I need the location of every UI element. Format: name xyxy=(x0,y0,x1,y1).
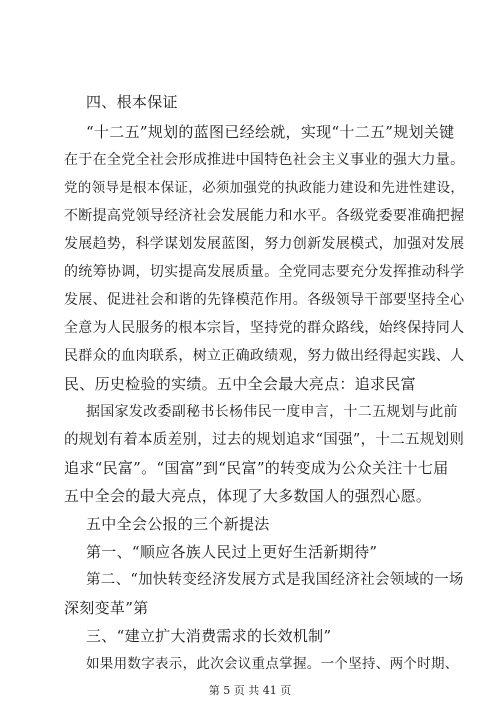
list-item: 第二、“加快转变经济发展方式是我国经济社会领域的一场 xyxy=(86,572,464,588)
paragraph-line: 民群众的血肉联系，树立正确政绩观，努力做出经得起实践、人 xyxy=(64,348,465,364)
paragraph-line: 民、历史检验的实绩。五中全会最大亮点：追求民富 xyxy=(64,375,416,393)
paragraph-line: 不断提高党领导经济社会发展能力和水平。各级党委要准确把握 xyxy=(64,208,465,224)
section-heading: 五中全会公报的三个新提法 xyxy=(86,515,270,533)
paragraph-line: 的统筹协调，切实提高发展质量。全党同志要充分发挥推动科学 xyxy=(64,264,465,280)
paragraph-line: 据国家发改委副秘书长杨伟民一度申言，十二五规划与此前 xyxy=(86,404,458,420)
paragraph-line: 如果用数字表示，此次会议重点掌握。一个坚持、两个时期、 xyxy=(86,656,459,672)
section-heading: 四、根本保证 xyxy=(86,93,178,111)
paragraph-line: 全意为人民服务的根本宗旨，坚持党的群众路线，始终保持同人 xyxy=(64,320,465,336)
paragraph-line: 追求“民富”。“国富”到“民富”的转变成为公众关注十七届 xyxy=(64,459,449,477)
page-number-footer: 第 5 页 共 41 页 xyxy=(208,684,292,697)
list-item: 第一、“顺应各族人民过上更好生活新期待” xyxy=(86,543,378,561)
paragraph-line: 发展趋势，科学谋划发展蓝图，努力创新发展模式，加强对发展 xyxy=(64,236,465,252)
paragraph-line: 五中全会的最大亮点，体现了大多数国人的强烈心愿。 xyxy=(64,487,432,505)
paragraph-line: 党的领导是根本保证，必须加强党的执政能力建设和先进性建设， xyxy=(64,180,465,196)
paragraph-line: 的规划有着本质差别，过去的规划追求“国强”，十二五规划则 xyxy=(64,432,465,448)
paragraph-line: 发展、促进社会和谐的先锋模范作用。各级领导干部要坚持全心 xyxy=(64,292,465,308)
list-item: 深刻变革”第 xyxy=(64,599,149,617)
paragraph-line: 在于在全党全社会形成推进中国特色社会主义事业的强大力量。 xyxy=(64,152,465,168)
list-item: 三、“建立扩大消费需求的长效机制” xyxy=(86,627,332,645)
paragraph-line: “十二五”规划的蓝图已经绘就，实现“十二五”规划关键 xyxy=(86,123,455,141)
